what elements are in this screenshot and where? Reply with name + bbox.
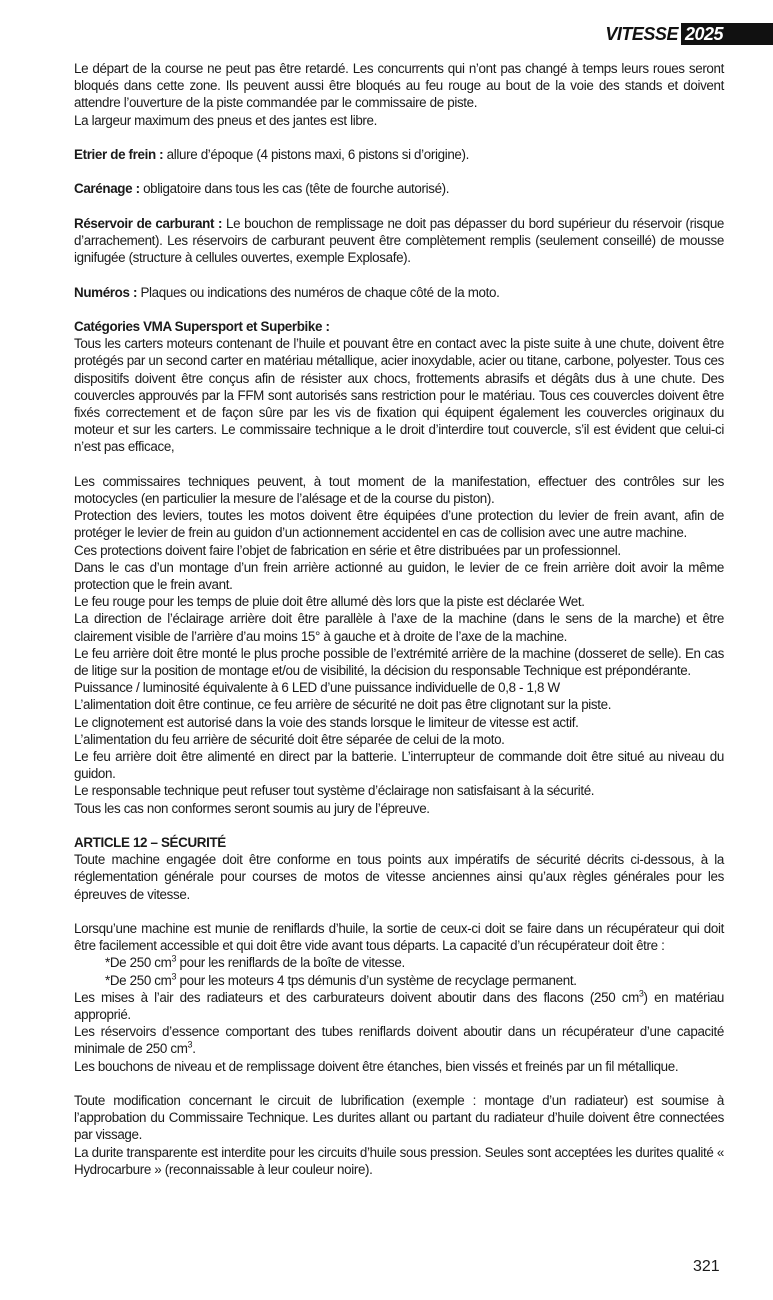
article-12-intro: Toute machine engagée doit être conforme en tous points aux impératifs de sécurité décrits ci-dessous, à la réglementation générale pour courses de motos de vitesse anciennes ainsi qu’aux règles générales pour les épreuves de vitesse.	[74, 852, 724, 902]
numeros-paragraph	[74, 284, 724, 301]
paragraph: Le responsable technique peut refuser tout système d’éclairage non satisfaisant à la sécurité.	[74, 783, 595, 799]
paragraph: La durite transparente est interdite pour les circuits d’huile sous pression. Seules sont acceptées les durites qualité « Hydrocarbure » (reconnaissable à leur couleur noire).	[74, 1144, 724, 1177]
paragraph: Les commissaires techniques peuvent, à tout moment de la manifestation, effectuer des contrôles sur les motocycles (en particulier la mesure de l’alésage et de la course du piston).	[74, 473, 724, 506]
paragraph: Le clignotement est autorisé dans la voie des stands lorsque le limiteur de vitesse est actif.	[74, 714, 579, 730]
paragraph: Les bouchons de niveau et de remplissage doivent être étanches, bien vissés et freinés par un fil métallique.	[74, 1058, 679, 1074]
etrier-paragraph	[74, 146, 724, 163]
categories-heading: Catégories VMA Supersport et Superbike :	[74, 318, 330, 334]
reniflards-item: *De 250 $cm^3$ pour les moteurs 4 tps démunis d’un système de recyclage permanent.	[105, 971, 577, 988]
numeros-text: Plaques ou indications des numéros de chaque côté de la moto.	[137, 284, 500, 300]
reservoir-text: Le bouchon de remplissage ne doit pas dépasser du bord supérieur du réservoir (risque d’arrachement). Les réservoirs de carburant peuvent être complètement remplis (seulement conseillé) de mousse ignifugée (structure à cellules ouvertes, exemple Explosafe).	[74, 215, 725, 266]
numeros-label: Numéros :	[74, 284, 138, 300]
etrier-text: allure d’époque (4 pistons maxi, 6 pistons si d’origine).	[163, 147, 470, 162]
reservoir-paragraph	[74, 215, 724, 267]
categories-text: Tous les carters moteurs contenant de l’huile et pouvant être en contact avec la piste suite à une chute, doivent être protégés par un second carter en matériau métallique, acier inoxydable, acier ou titane, carbone, polyester. Tous ces dispositifs doivent être conçus afin de résister aux chocs, frottements abrasifs et dégâts dus à une chute. Des couvercles approuvés par la FFM sont autorisés sans restriction pour le matériau. Tous ces couvercles doivent être fixés correctement et de façon sûre par les vis de fixation qui équipent également les couvercles originaux du moteur et sur les carters. Le commissaire technique a le droit d’interdire tout couvercle, s’il est évident que celui-ci n’est pas efficace,	[74, 336, 724, 455]
paragraph: La direction de l’éclairage arrière doit être parallèle à l’axe de la machine (dans le sens de la marche) et être clairement visible de l’arrière d’au moins 15° à gauche et à droite de l’axe de la machine.	[74, 611, 724, 644]
header-word: VITESSE	[605, 23, 678, 44]
running-header	[605, 23, 773, 45]
paragraph: Le feu arrière doit être alimenté en direct par la batterie. L’interrupteur de commande doit être situé au niveau du guidon.	[74, 749, 724, 782]
etrier-label: Etrier de frein :	[74, 147, 164, 162]
reservoir-label: Réservoir de carburant :	[74, 215, 223, 231]
paragraph: Le feu arrière doit être monté le plus proche possible de l’extrémité arrière de la machine (dosseret de selle). En cas de litige sur la position de montage et/ou de visibilité, la décision du responsable Technique est prépondérante.	[74, 645, 724, 679]
reniflards-text: Lorsqu’une machine est munie de reniflards d’huile, la sortie de ceux-ci doit se faire dans un récupérateur qui doit être facilement accessible et qui doit être vide avant tous départs. La capacité d’un récupérateur doit être :	[74, 921, 724, 954]
paragraph: Les mises à l’air des radiateurs et des carburateurs doivent aboutir dans des flacons (250 $cm^3$) en matériau approprié.	[74, 988, 725, 1023]
paragraph: Dans le cas d’un montage d’un frein arrière actionné au guidon, le levier de ce frein arrière doit avoir la même protection que le frein avant.	[74, 559, 724, 592]
paragraph: Toute modification concernant le circuit de lubrification (exemple : montage d’un radiateur) est soumise à l’approbation du Commissaire Technique. Les durites allant ou partant du radiateur d’huile doivent être connectées par vissage.	[74, 1093, 724, 1143]
paragraph: Protection des leviers, toutes les motos doivent être équipées d’une protection du levier de frein avant, afin de protéger le levier de frein au guidon d’un actionnement accidentel en cas de collision avec une autre machine.	[74, 508, 724, 541]
paragraph: L’alimentation doit être continue, ce feu arrière de sécurité ne doit pas être clignotant sur la piste.	[74, 697, 612, 713]
paragraph: Puissance / luminosité équivalente à 6 LED d’une puissance individuelle de 0,8 - 1,8 W	[74, 680, 560, 696]
carenage-text: obligatoire dans tous les cas (tête de fourche autorisé).	[139, 181, 450, 197]
paragraph: L’alimentation du feu arrière de sécurité doit être séparée de celui de la moto.	[74, 731, 505, 747]
page-body	[74, 60, 724, 1178]
reniflards-item: *De 250 $cm^3$ pour les reniflards de la boîte de vitesse.	[105, 953, 405, 971]
carenage-label: Carénage :	[74, 181, 140, 197]
paragraph: Tous les cas non conformes seront soumis au jury de l’épreuve.	[74, 800, 430, 816]
paragraph: La largeur maximum des pneus et des jantes est libre.	[74, 112, 377, 128]
carenage-paragraph	[74, 180, 724, 197]
paragraph: Le départ de la course ne peut pas être retardé. Les concurrents qui n’ont pas changé à temps leurs roues seront bloqués dans cette zone. Ils peuvent aussi être bloqués au feu rouge au bout de la voie des stands et doivent attendre l’ouverture de la piste commandée par le commissaire de piste.	[74, 61, 724, 111]
article-12-heading: ARTICLE 12 – SÉCURITÉ	[74, 835, 226, 851]
page-number: 321	[693, 1258, 720, 1275]
header-year: 2025	[681, 23, 773, 45]
paragraph: Les réservoirs d’essence comportant des tubes reniflards doivent aboutir dans un récupérateur d’une capacité minimale de 250 $cm^3$.	[74, 1024, 724, 1057]
paragraph: Le feu rouge pour les temps de pluie doit être allumé dès lors que la piste est déclarée Wet.	[74, 594, 585, 610]
paragraph: Ces protections doivent faire l’objet de fabrication en série et être distribuées par un professionnel.	[74, 542, 621, 558]
